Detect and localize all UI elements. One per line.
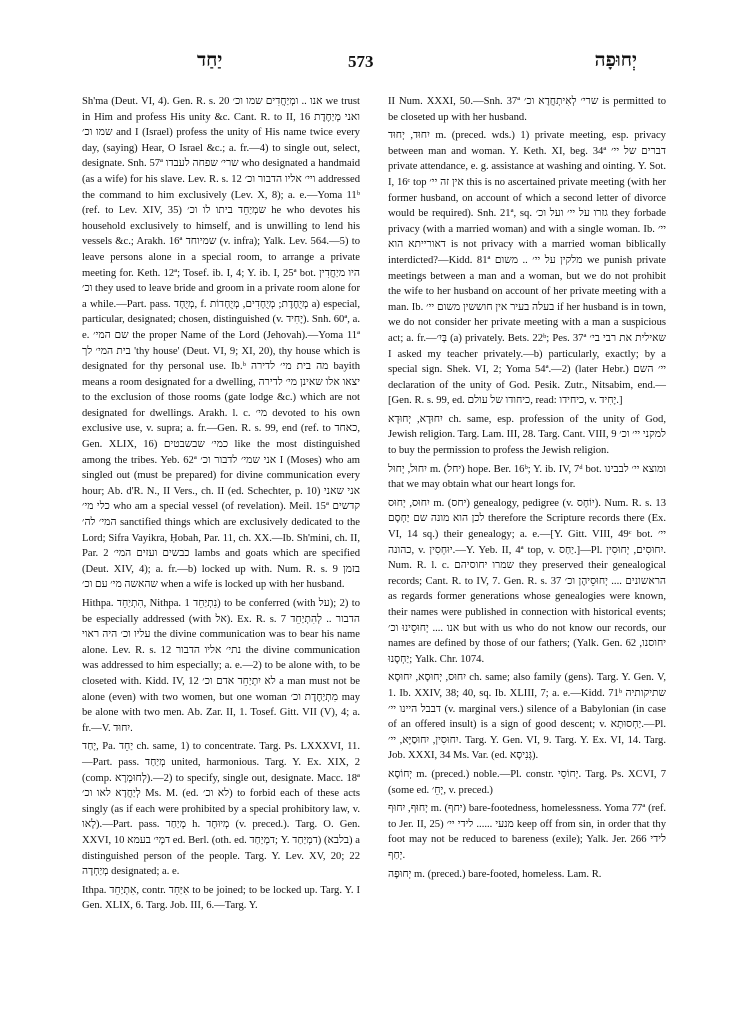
running-header — [82, 50, 682, 80]
entry-text: יְחוֹסָא m. (preced.) noble.—Pl. constr. יְחוֹסֵי. Targ. Ps. XCVI, 7 (some ed. יְחֵ׳, v. preced.) — [388, 768, 666, 796]
entry-text: יִחוּדָא, יְחוּדָא ch. same, esp. profession of the unity of God, Jewish religion. Targ. Lam. III, 28. Targ. Cant. VIII, 9 למקני יי׳ וכ׳ to buy the permission to profess the Jewish religion. — [388, 413, 666, 457]
entry-text: Ithpa. אִתְיַחֵד, contr. אִיַּחֵד to be joined; to be locked up. Targ. Y. I Gen. XLIX, 6. Targ. Job. III, 6.—Targ. Y. — [82, 884, 360, 912]
entry-text: יְחוּף, יִחוּף m. (יחף) bare-footedness, homelessness. Yoma 77ª (ref. to Jer. II, 25) מנעי ...... לידי יי׳ keep off from sin, in order that thy foot may not be reduced to bareness (exile); Yalk. Jer. 266 לידי יְחַף. — [388, 803, 667, 861]
entry-text: יִחוּד, יְחוּד m. (preced. wds.) 1) private meeting, esp. privacy between man and woman. Y. Keth. XI, beg. 34ª דברים של יי׳ private attendance, e. g. assistance at washing and ointing. Y. Sot. I, 16ᶜ top אין זה יי׳ this is no ascertained private meeting (with her former husband, on account of which a second letter of divorce would be required). Snh. 21ª, sq. גזרו על יי׳ ועל וכ׳ they forbade privacy (with a married woman) and with a single woman. Ib. יי׳ דאורייתא הוא is not privacy with a married woman biblically interdicted?—Kidd. 81ª מלקין על יי׳ .. משום we punish private meetings between a man and a woman, but we do not prohibit the wife to her husband on account of her private meeting with a man. Ib. בעלה בעיר אין חוששין משום יי׳ if her husband is in town, we do not consider her private meeting with a man a suspicious act; a. fr.—בְּיִ׳ (a) privately. Bets. 22ᵇ; Pes. 37ª שאילית את רבי בי׳ I asked my teacher privately.—b) particularly, exactly; by a special sign. Shek. VI, 2; Yoma 54ª.—2) (later Hebr.) יי׳ השם declaration of the unity of God. Pesik. Zutr., Nitsabim, end.—[Gen. R. s. 99, ed. כיחודו של עולם, read: כיחידו, v. יָחִיד.] — [388, 130, 666, 407]
entry-text: Hithpa. הִתְיַחֵד, Nithpa. נִתְיַחֵד 1) to be conferred (with על); 2) to be especially addressed (with אל). Ex. R. s. 7 הדבור .. לְהִתְיַחֵד עליו וכ׳ היה ראוי the divine communication was to bear his name alone. Lev. R. s. 12 נתי׳ אליו הדבור the divine communication was addressed to him especially; a. e.—2) to be alone with, to be closeted with. Kidd. IV, 12 לא יִתְיַחֵד אדם וכ׳ a man must not be alone (even) with two women, but one woman מִתְיַחֶדֶת וכ׳ may be alone with two men. Ab. Zar. II, 1. Tosef. Gitt. VII (V), 4; a. fr.—V. יִחוּד. — [82, 598, 361, 734]
entry-text: Sh'ma (Deut. VI, 4). Gen. R. s. 20 אנו .. ומְיַחֲדִים שמו וכ׳ we trust in Him and profess His unity &c. Cant. R. to II, 16 ואני מְיַחֶדֶת שמו וכ׳ and I (Israel) profess the unity of His name twice every day, (saying) Hear, O Israel &c.; a. fr.—4) to single out, select, designate. Snh. 57ª שרי׳ שפחה לעבדו who designated a handmaid (as a wife) for his slave. Lev. R. s. 12 ויי׳ אליו הדבור וכ׳ addressed the command to him exclusively (Lev. X, 8); a. e.—Yoma 11ᵇ (ref. to Lev. XIV, 35) שמְיַחֵד ביתו לו וכ׳ he who devotes his household exclusively to himself, and is unwilling to lend his vessels &c.; Arakh. 16ª שמיוחד (v. infra); Yalk. Lev. 564.—5) to leave persons alone in a special room, to arrange a private meeting for. Keth. 12ª; Tosef. ib. I, 4; Y. ib. I, 25ª bot. היו מיַחֲדִין וכ׳ they used to leave bride and groom in a private room alone for a while.—Part. pass. מְיֻחָד, f. מְיֻחֶדֶת; מְיֻחָדִים, מְיֻחָדוֹת a) especial, particular, designated; chosen, distinguished (v. יָחִיד). Snh. 60ª, a. e. שם המי׳ the proper Name of the Lord (Jehovah).—Yoma 11ª בית המי׳ לך 'thy house' (Deut. VI, 9; XI, 20), thy house which is designated for thy personal use. Ib.ᵇ מה בית מי׳ לדירה bayith means a room designated for a dwelling, יצאו אלו שאינן מי׳ לדירה to the exclusion of those rooms (gate lodge &c.) which are not designated for dwellings. Arakh. l. c. מי׳ devoted to his own exclusive use, v. supra; a. fr.—Gen. R. s. 99, end (ref. to כאחד, Gen. XLIX, 16) כמי׳ שבשבטים like the most distinguished among the tribes. Yeb. 62ª אני שמי׳ לדבור וכ׳ I (Moses) who am singled out (must be prepared) for divine communication every hour; Ab. d'R. N., II Vers., ch. II (ed. Schechter, p. 10) אני שאני כלי מי׳ who am a special vessel (of revelation). Meil. 15ª קדשים המי׳ לה׳ sanctified things which are exclusively dedicated to the Lord; Sifra Vayikra, Ḥobah, Par. 11, ch. XX.—Ib. Sh'mini, ch. II, Par. 2 כבשים ועזים המי׳ lambs and goats which are specified (Deut. XIV, 4); a. fr.—b) locked up with. Num. R. s. 9 בזמן שהאשה מי׳ עם וכ׳ when a wife is locked up with her husband. — [82, 96, 361, 591]
page-number: 573 — [348, 52, 374, 71]
entry-text: יָחַד, Pa. יַחֵד ch. same, 1) to concentrate. Targ. Ps. LXXXVI, 11.—Part. pass. מְיַחַד united, harmonious. Targ. Y. Ex. XIX, 2 (comp. לְחוּמְרָא).—2) to specify, single out, designate. Macc. 18ª לְיַחֲדָא לאו וכ׳ Ms. M. (ed. לא וכ׳) to forbid each of these acts singly (as if each were prohibited by a special prohibitory law, v. לָאו).—Part. pass. מְיַחַד h. מְיוּחָד (v. preced.). Targ. O. Gen. XXVI, 10 דמְי׳ בעמא ed. Berl. (oth. ed. דמְיַחַד; Y. דמְיַחַד) (בלבא) a distinguished person of the people. Targ. Y. Lev. XV, 20; 22 מְיַחְדָה designated; a. e. — [82, 741, 361, 878]
right-guide-word: יְחוּפָה — [594, 50, 637, 71]
left-guide-word: יַחַד — [197, 50, 223, 71]
right-column — [388, 94, 666, 882]
entry-text: יִחוּס, יְחוּסָא, יִחוּסָא ch. same; also family (gens). Targ. Y. Gen. V, 1. Ib. XXIV, 38; 40, sq. Ib. XLIII, 7; a. e.—Kidd. 71ᵇ שתיקותיה דבבל היינו יי׳ (v. marginal vers.) silence of a Babylonian (in case of an offered insult) is a sign of good descent; v. יַחְסוּתָא.—Pl. יִחוּסִין, יִחוּסַיָּא, יי׳. Targ. Y. Gen. VI, 9. Targ. Y. Ex. VI, 14. Targ. Job. XXXI, 34 Ms. Var. (ed. גְּנִיסָא). — [388, 672, 667, 762]
left-column — [82, 94, 360, 914]
entry-text: II Num. XXXI, 50.—Snh. 37ª שרי׳ לְאִיתְחֲדָא וכ׳ is permitted to be closeted up with her husband. — [388, 96, 666, 123]
entry-text: יְחוּפָה m. (preced.) bare-footed, homeless. Lam. R. — [388, 868, 602, 880]
entry-text: יִחוּס, יְחוּס m. (יחס) genealogy, pedigree (v. יוֹחָס). Num. R. s. 13 לכן הוא מונה שם יַחְסָם therefore the Scripture records there (Ex. VI, 14 sq.) their genealogy; a. e.—[Y. Gitt. VIII, 49ᶜ bot. יי׳ כהונה, v. יוּחְסִין.—Y. Yeb. II, 4ª top, v. יַחַס.]—Pl. יִחוּסִים, יְחוּסִין. Num. R. l. c. שמרו יחוסיהם they preserved their genealogical records; Cant. R. to IV, 7. Gen. R. s. 37 הראשונים .... יְחוּסֵיהֶן וכ׳ as regards former generations whose genealogies were known, their names were published in connection with historical events; אנו .... יְחוּסֵינוּ וכ׳ but with us who do not know our records, our names are defined by those of our fathers; (Yalk. Gen. 62 יחוסנו, יַחְסָנוּ; Yalk. Chr. 1074. — [388, 497, 667, 665]
entry-text: יִחוּל, יְחוּל m. (יחל) hope. Ber. 16ᵇ; Y. ib. IV, 7ᵈ bot. ומוצא יי׳ לבבינו that we may obtain what our heart longs for. — [388, 463, 666, 491]
